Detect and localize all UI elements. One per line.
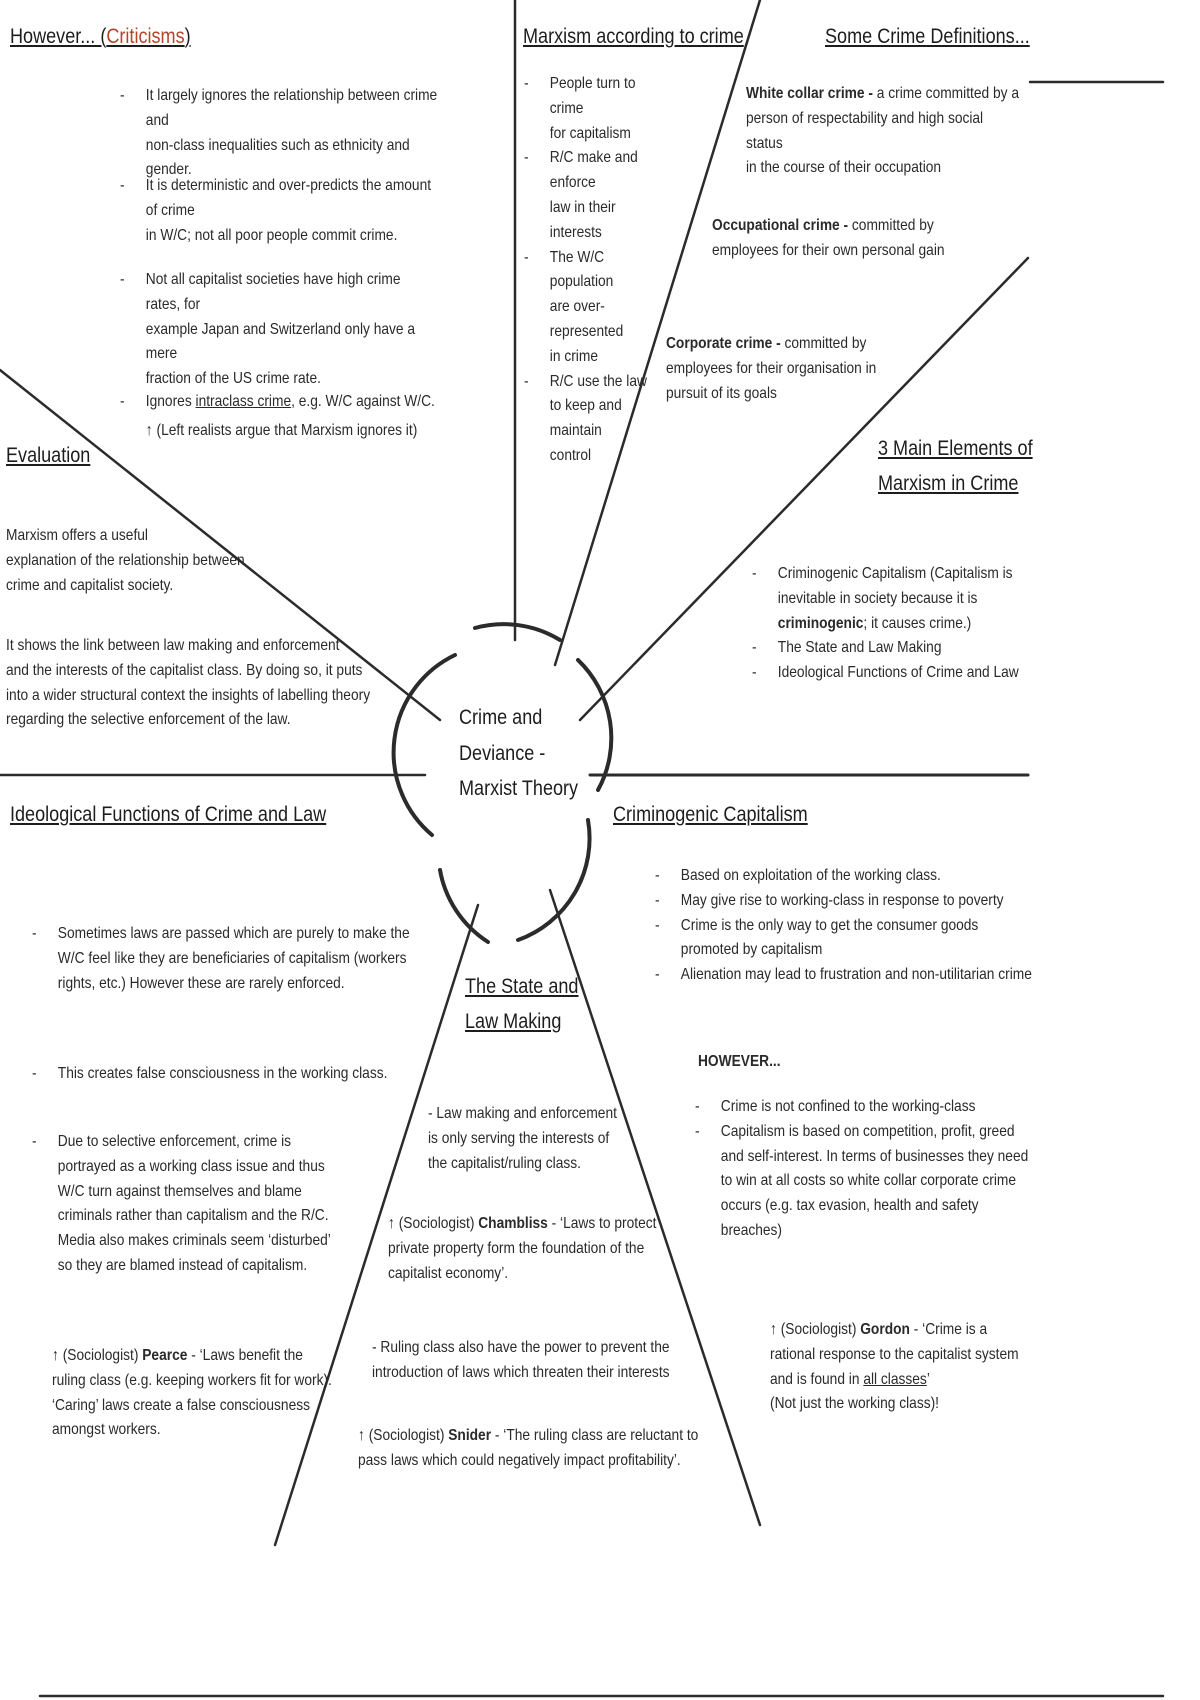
state-snider-quote: ↑ (Sociologist) Snider - ‘The ruling class are reluctant to pass laws which could negatively impact profitability’. xyxy=(358,1427,699,1469)
marxism-item: - People turn to crime for capitalism xyxy=(524,75,636,142)
ideological-pearce-quote: ↑ (Sociologist) Pearce - ‘Laws benefit the ruling class (e.g. keeping workers fit for work). ‘Caring’ laws create a false consciousness amongst workers. xyxy=(52,1347,332,1439)
state-paragraph: - Ruling class also have the power to prevent the introduction of laws which threaten their interests xyxy=(372,1339,670,1381)
criminogenic-item: - Crime is the only way to get the consumer goods promoted by capitalism xyxy=(655,916,979,959)
marxism-item: - The W/C population are over-represented in crime xyxy=(524,248,624,365)
title-line: Marxist Theory xyxy=(459,777,579,801)
criminogenic-however: HOWEVER... xyxy=(698,1053,781,1070)
criminogenic-heading: Criminogenic Capitalism xyxy=(613,803,808,826)
state-paragraph: - Law making and enforcement is only serving the interests of the capitalist/ruling class. xyxy=(428,1105,617,1172)
title-line: Crime and xyxy=(459,706,543,729)
three-elements-heading: 3 Main Elements of Marxism in Crime xyxy=(878,437,1033,495)
marxism-item: - R/C use the law to keep and maintain control xyxy=(524,372,647,464)
three-elements-list xyxy=(752,562,1019,686)
ideological-item: - Sometimes laws are passed which are purely to make the W/C feel like they are beneficiaries of capitalism (workers rights, etc.) However these are rarely enforced. xyxy=(32,925,410,992)
evaluation-heading: Evaluation xyxy=(6,444,91,467)
criminogenic-however-item: - Crime is not confined to the working-class xyxy=(695,1098,976,1115)
criticisms-note: ↑ (Left realists argue that Marxism ignores it) xyxy=(145,421,418,439)
ideological-item: - Due to selective enforcement, crime is portrayed as a working class issue and thus W/C turn against themselves and blame criminals rather than capitalism and the R/C. Media also makes criminals seem ‘disturbed’ so they are blamed instead of capitalism. xyxy=(32,1133,331,1274)
criminogenic-list xyxy=(655,864,1032,988)
state-chambliss-quote: ↑ (Sociologist) Chambliss - ‘Laws to protect private property form the foundation of the capitalist economy’. xyxy=(388,1215,657,1282)
marxism-item: - R/C make and enforce law in their interests xyxy=(524,149,638,241)
three-elements-item: - Criminogenic Capitalism (Capitalism is inevitable in society because it is criminogenic; it causes crime.) xyxy=(752,565,1013,632)
evaluation-paragraph: It shows the link between law making and enforcement and the interests of the capitalist class. By doing so, it puts into a wider structural context the insights of labelling theory regarding the selective enforcement of the law. xyxy=(6,637,371,729)
criminogenic-gordon-quote: ↑ (Sociologist) Gordon - ‘Crime is a rational response to the capitalist system and is found in all classes’ (Not just the working class)! xyxy=(770,1321,1019,1413)
ideological-heading: Ideological Functions of Crime and Law xyxy=(10,803,327,826)
ideological-item: - This creates false consciousness in the working class. xyxy=(32,1065,388,1082)
criticisms-word: Criticisms xyxy=(106,25,185,48)
criticisms-item: - It is deterministic and over-predicts the amount of crime in W/C; not all poor people commit crime. xyxy=(120,177,432,244)
criminogenic-however-list xyxy=(695,1095,1028,1244)
center-title xyxy=(459,700,588,807)
definition-white-collar: White collar crime - a crime committed by a person of respectability and high social status in the course of their occupation xyxy=(746,85,1019,177)
title-line: Deviance - xyxy=(459,741,546,765)
evaluation-paragraph: Marxism offers a useful explanation of the relationship between crime and capitalist society. xyxy=(6,527,245,594)
criticisms-heading: However... (Criticisms) xyxy=(10,25,191,48)
criticisms-item: - Not all capitalist societies have high crime rates, for example Japan and Switzerland only have a mere fraction of the US crime rate. xyxy=(120,271,416,388)
three-elements-item: - The State and Law Making xyxy=(752,639,942,657)
definition-occupational: Occupational crime - committed by employees for their own personal gain xyxy=(712,217,945,259)
marxism-heading: Marxism according to crime xyxy=(523,25,744,48)
criminogenic-however-item: - Capitalism is based on competition, profit, greed and self-interest. In terms of businesses they need to win at all costs so white collar corporate crime occurs (e.g. tax evasion, health and safety breaches) xyxy=(695,1122,1029,1239)
criticisms-item: - Ignores intraclass crime, e.g. W/C against W/C. ↑ (Left realists argue that Marxism ignores it) xyxy=(120,390,438,444)
criticisms-item: - It largely ignores the relationship between crime and non-class inequalities such as ethnicity and gender. xyxy=(120,87,438,179)
center-circle-arc xyxy=(440,870,488,942)
three-elements-item: - Ideological Functions of Crime and Law xyxy=(752,664,1019,682)
criminogenic-item: - Alienation may lead to frustration and non-utilitarian crime xyxy=(655,966,1032,984)
criminogenic-item: - May give rise to working-class in response to poverty xyxy=(655,891,1004,909)
marxism-list xyxy=(524,72,670,469)
definition-corporate: Corporate crime - committed by employees for their organisation in pursuit of its goals xyxy=(666,335,877,402)
state-heading: The State and Law Making xyxy=(465,975,579,1033)
criminogenic-item: - Based on exploitation of the working class. xyxy=(655,867,941,884)
definitions-heading: Some Crime Definitions... xyxy=(825,25,1030,48)
center-circle-arc xyxy=(518,820,590,940)
center-circle-arc xyxy=(394,655,455,835)
center-circle-arc xyxy=(475,624,560,640)
